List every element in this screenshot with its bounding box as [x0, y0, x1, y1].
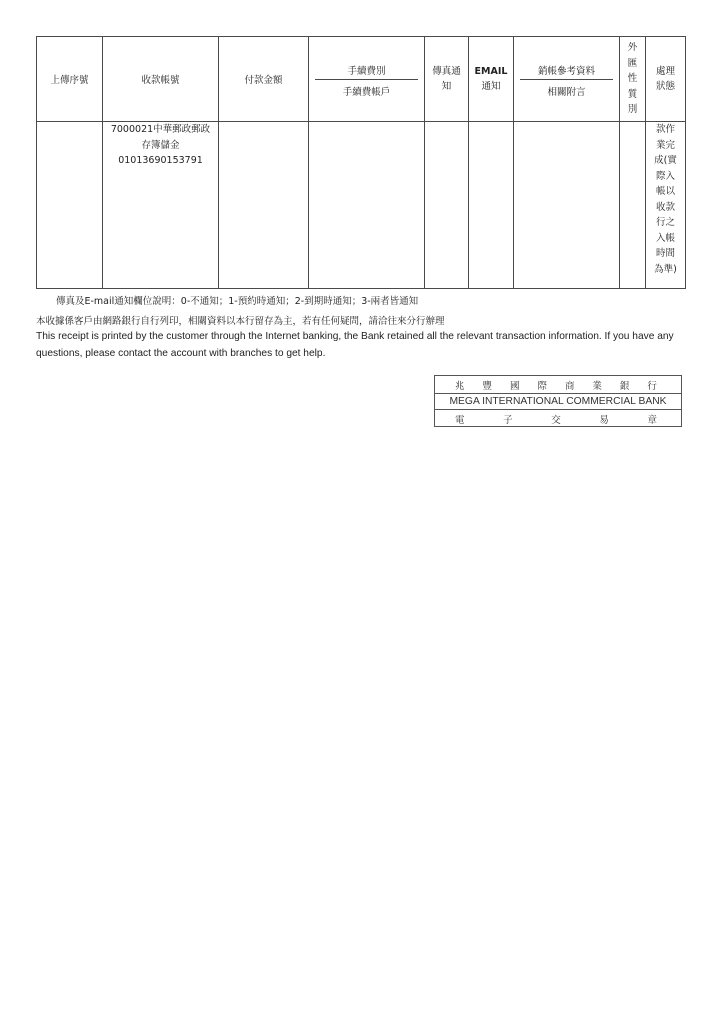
header-fee: [309, 37, 425, 122]
seal-bank-name-zh: [435, 376, 681, 393]
cell-payee-account: [103, 122, 219, 289]
status-text-line: 款作: [655, 124, 675, 135]
header-status-line1: 處理: [655, 65, 675, 77]
cell-process-status: [646, 122, 686, 289]
header-email-notify-line1: EMAIL: [474, 65, 508, 77]
cell-fee: [309, 122, 425, 289]
header-fax-notify-line1: 傳真通: [432, 65, 461, 77]
disclaimer-zh: 本收據係客戶由網路銀行自行列印，相關資料以本行留存為主，若有任何疑問，請洽往來分行辦理: [36, 316, 445, 327]
seal-bank-name-en: MEGA INTERNATIONAL COMMERCIAL BANK: [435, 393, 681, 410]
header-status-line2: 狀態: [655, 81, 675, 92]
payee-account-number: 01013690153791: [118, 155, 203, 166]
seal-char: 際: [537, 380, 547, 392]
cell-upload-seq: [37, 122, 103, 289]
header-forex-char: 質: [627, 88, 638, 100]
seal-char: 行: [647, 380, 657, 392]
seal-caption: [435, 410, 681, 427]
cell-forex-nature: [620, 122, 646, 289]
seal-char: 章: [647, 414, 657, 426]
transaction-table: [36, 36, 686, 289]
seal-char: 子: [503, 414, 513, 426]
header-payee-account: 收款帳號: [103, 37, 219, 122]
header-forex-nature: [620, 37, 646, 122]
header-forex-char: 匯: [627, 57, 638, 69]
header-forex-char: 外: [627, 42, 638, 54]
header-fee-type: 手續費別: [315, 60, 418, 80]
header-fee-account: 手續費帳戶: [342, 87, 391, 98]
header-email-notify-line2: 通知: [481, 81, 501, 92]
cell-payment-amount: [219, 122, 309, 289]
seal-char: 豐: [482, 380, 492, 392]
status-text-line: 入帳: [655, 232, 675, 244]
header-payment-amount: 付款金額: [219, 37, 309, 122]
cell-email-notify: [469, 122, 514, 289]
payee-bank-line: 存簿儲金: [141, 139, 180, 151]
seal-char: 兆: [455, 380, 465, 392]
header-fax-notify: [425, 37, 469, 122]
status-text-line: 時間: [655, 248, 675, 259]
cell-fax-notify: [425, 122, 469, 289]
cell-reconcile: [514, 122, 620, 289]
notify-legend: 傳真及E-mail通知欄位說明：0-不通知；1-預約時通知；2-到期時通知；3-兩者皆通知: [56, 296, 419, 307]
payee-bank-line: 7000021中華郵政郵政: [110, 124, 211, 135]
status-text-line: 成(實: [654, 155, 677, 166]
header-forex-char: 別: [627, 104, 638, 116]
header-upload-seq: 上傳序號: [37, 37, 103, 122]
electronic-transaction-seal: [434, 375, 682, 427]
table-row: [37, 122, 686, 289]
seal-char: 電: [455, 414, 465, 426]
header-fax-notify-line2: 知: [441, 81, 452, 92]
header-reconcile-ref: 銷帳參考資料: [520, 60, 613, 80]
seal-char: 交: [551, 414, 561, 426]
header-email-notify: [469, 37, 514, 122]
header-forex-char: 性: [627, 73, 638, 85]
seal-char: 國: [509, 380, 520, 392]
status-text-line: 帳以: [655, 186, 675, 197]
header-remarks: 相關附言: [547, 87, 586, 98]
header-process-status: [646, 37, 686, 122]
disclaimer-en: This receipt is printed by the customer through the Internet banking, the Bank retained all the relevant transaction information. If you have any questions, please contact the account with branches to get help.: [36, 331, 674, 359]
status-text-line: 收款: [655, 201, 675, 213]
status-text-line: 行之: [655, 217, 675, 228]
status-text-line: 為準): [654, 263, 677, 275]
header-reconcile: [514, 37, 620, 122]
seal-char: 銀: [619, 380, 630, 392]
seal-char: 易: [599, 414, 609, 426]
status-text-line: 業完: [655, 139, 675, 151]
status-text-line: 際入: [655, 170, 675, 182]
seal-char: 商: [564, 380, 575, 392]
seal-char: 業: [592, 380, 602, 392]
